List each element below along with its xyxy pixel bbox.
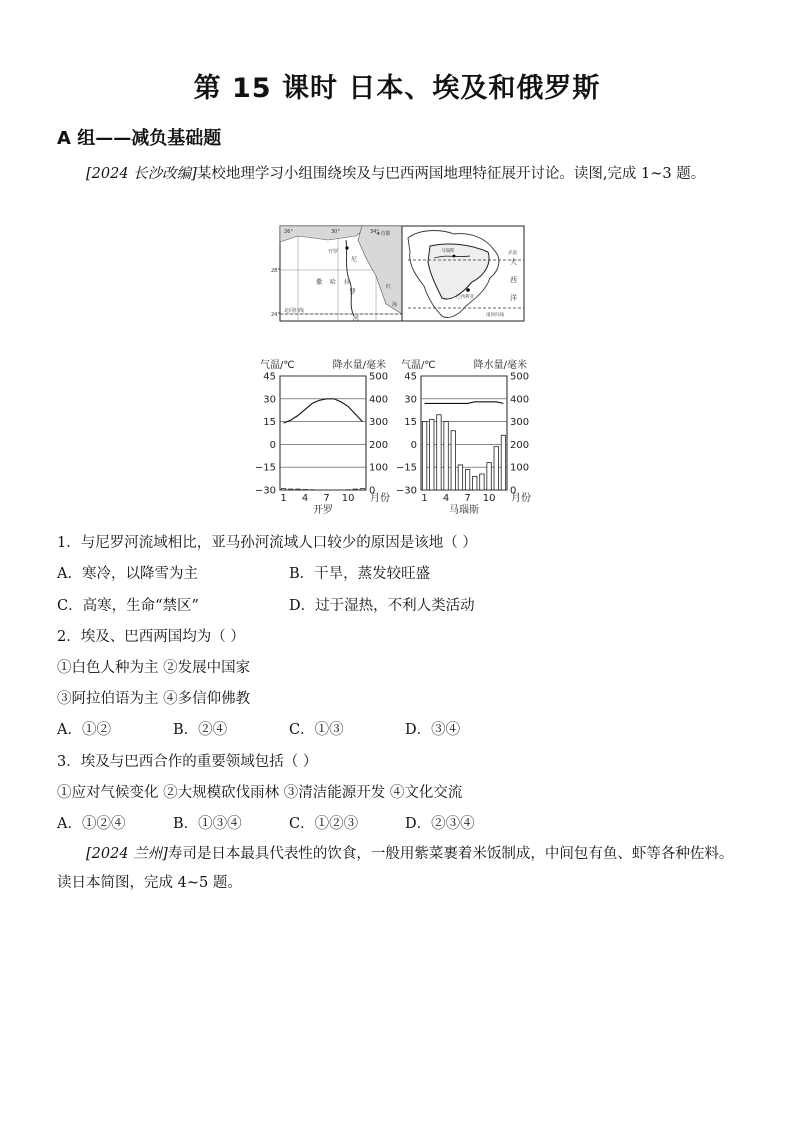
q3-option-d: D．②③④ [405,816,475,832]
nile-char: 尼 [351,256,358,263]
sahara-char: 拉 [344,279,351,286]
q1-option-d: D．过于湿热，不利人类活动 [289,598,475,614]
maps-and-climate-charts-figure [254,224,538,519]
chart-title: 马瑙斯 [449,505,479,516]
month-tick-label: 1 [421,493,428,504]
q3-option-a: A．①②④ [57,816,126,832]
egypt-map [271,226,402,322]
month-tick-label: 10 [341,493,355,504]
precip-tick-label: 400 [510,394,530,406]
tropic-capricorn-label: 南回归线 [486,313,504,318]
q1-option-c: C．高寒，生命“禁区” [57,598,199,614]
precip-tick-label: 100 [369,462,389,474]
precip-bar [437,415,441,490]
left-axis-label: 气温/℃ [260,360,295,371]
precip-bar [458,465,462,490]
manaus-climate-chart [396,358,531,516]
sahara-char: 撒 [316,279,323,286]
tropic-label: 北回归线 [284,308,305,314]
temp-tick-label: 15 [263,417,276,429]
precip-tick-label: 300 [510,417,530,429]
q3-statements: ①应对气候变化 ②大规模砍伐雨林 ③清洁能源开发 ④文化交流 [57,785,463,801]
precip-tick-label: 300 [369,417,389,429]
atlantic-char: 洋 [510,294,517,302]
temp-tick-label: −15 [395,462,417,474]
precip-bar [444,422,448,490]
q3-option-b: B．①③④ [173,816,242,832]
temperature-curve [425,402,504,404]
cairo-climate-chart [255,358,390,516]
precip-bar [487,463,491,490]
cairo-marker [345,246,348,249]
q1-stem: 1．与尼罗河流域相比，亚马孙河流域人口较少的原因是该地（ ） [57,535,477,551]
temp-tick-label: −30 [254,485,276,497]
month-unit-label: 月份 [511,493,531,504]
precip-bar [501,435,505,490]
page-title: 第 15 课时 日本、埃及和俄罗斯 [193,73,601,104]
precip-tick-label: 200 [510,439,530,451]
manaus-label: 马瑙斯 [441,249,455,254]
q2-option-b: B．②④ [173,722,228,738]
temp-tick-label: 15 [404,417,417,429]
plot-frame [280,376,366,490]
intro-text: 某校地理学习小组围绕埃及与巴西两国地理特征展开讨论。读图,完成 1~3 题。 [196,166,706,182]
temp-tick-label: 30 [263,394,276,406]
lat-label: 28° [271,268,280,274]
right-axis-label: 降水量/毫米 [332,360,386,371]
precip-tick-label: 500 [510,371,530,383]
precip-bar [422,422,426,490]
precip-tick-label: 400 [369,394,389,406]
precip-bar [289,489,293,490]
precip-tick-label: 0 [369,485,376,497]
lon-label: 26° [284,229,293,235]
temp-tick-label: −30 [395,485,417,497]
temp-tick-label: 0 [410,439,417,451]
sahara-char: 哈 [330,279,337,286]
section-heading: A 组——减负基础题 [57,128,222,149]
equator-label: 赤道 [508,251,517,256]
month-tick-label: 7 [323,493,330,504]
intro-paragraph-2 [57,840,747,898]
left-axis-label: 气温/℃ [401,360,436,371]
source-tag: [2024 兰州] [86,846,168,862]
precip-bar [473,476,477,490]
atlantic-char: 西 [510,276,517,284]
temp-tick-label: 45 [263,371,276,383]
q1-option-b: B．干旱，蒸发较旺盛 [289,566,431,582]
precip-bar [360,489,364,490]
month-tick-label: 4 [442,493,450,504]
precip-tick-label: 0 [510,485,517,497]
right-axis-label: 降水量/毫米 [473,360,527,371]
cairo-label: 开罗 [328,249,339,255]
month-tick-label: 10 [482,493,496,504]
q3-option-c: C．①②③ [289,816,359,832]
precip-bar [465,469,469,490]
brasilia-marker [466,288,470,292]
intro-text: 寿司是日本最具代表性的饮食，一般用紫菜裹着米饭制成，中间包有鱼、虾等各种佐料。读日本简图，完成 4~5 题。 [57,846,734,891]
month-tick-label: 4 [301,493,309,504]
manaus-marker [453,255,456,258]
lat-label: 24° [271,312,280,318]
lon-label: 34° [370,229,379,235]
source-tag: [2024 长沙改编] [86,166,197,182]
precip-tick-label: 100 [510,462,530,474]
intro-paragraph-1 [57,160,747,189]
temperature-curve [284,399,363,423]
brasilia-label: 巴西利亚 [456,295,474,300]
precip-tick-label: 200 [369,439,389,451]
nile-char: 河 [353,315,360,322]
q2-option-c: C．①③ [289,722,344,738]
lon-label: 30° [331,229,340,235]
precip-bar [430,419,434,490]
temp-tick-label: −15 [254,462,276,474]
precip-tick-label: 500 [369,371,389,383]
atlantic-char: 大 [510,258,517,266]
chart-title: 开罗 [313,505,333,516]
month-tick-label: 1 [280,493,287,504]
capital-legend: ★首都 [376,231,391,237]
precip-bar [281,489,285,490]
precip-bar [353,489,357,490]
q2-stem: 2．埃及、巴西两国均为（ ） [57,629,245,645]
q1-option-a: A．寒冷，以降雪为主 [57,566,198,582]
q2-option-d: D．③④ [405,722,461,738]
month-unit-label: 月份 [370,493,390,504]
temp-tick-label: 0 [269,439,276,451]
nile-char: 罗 [349,288,356,296]
red-sea-char: 红 [386,284,392,290]
q2-statements-2: ③阿拉伯语为主 ④多信仰佛教 [57,691,251,707]
q3-stem: 3．埃及与巴西合作的重要领域包括（ ） [57,754,318,770]
red-sea-char: 海 [392,302,398,308]
precip-bar [296,489,300,490]
precip-bar [451,431,455,490]
figure-svg [254,224,538,519]
precip-bar [480,474,484,490]
brazil-map [402,226,524,321]
temp-tick-label: 30 [404,394,417,406]
temp-tick-label: 45 [404,371,417,383]
q2-statements-1: ①白色人种为主 ②发展中国家 [57,660,251,676]
q2-option-a: A．①② [57,722,111,738]
month-tick-label: 7 [464,493,471,504]
precip-bar [494,447,498,490]
